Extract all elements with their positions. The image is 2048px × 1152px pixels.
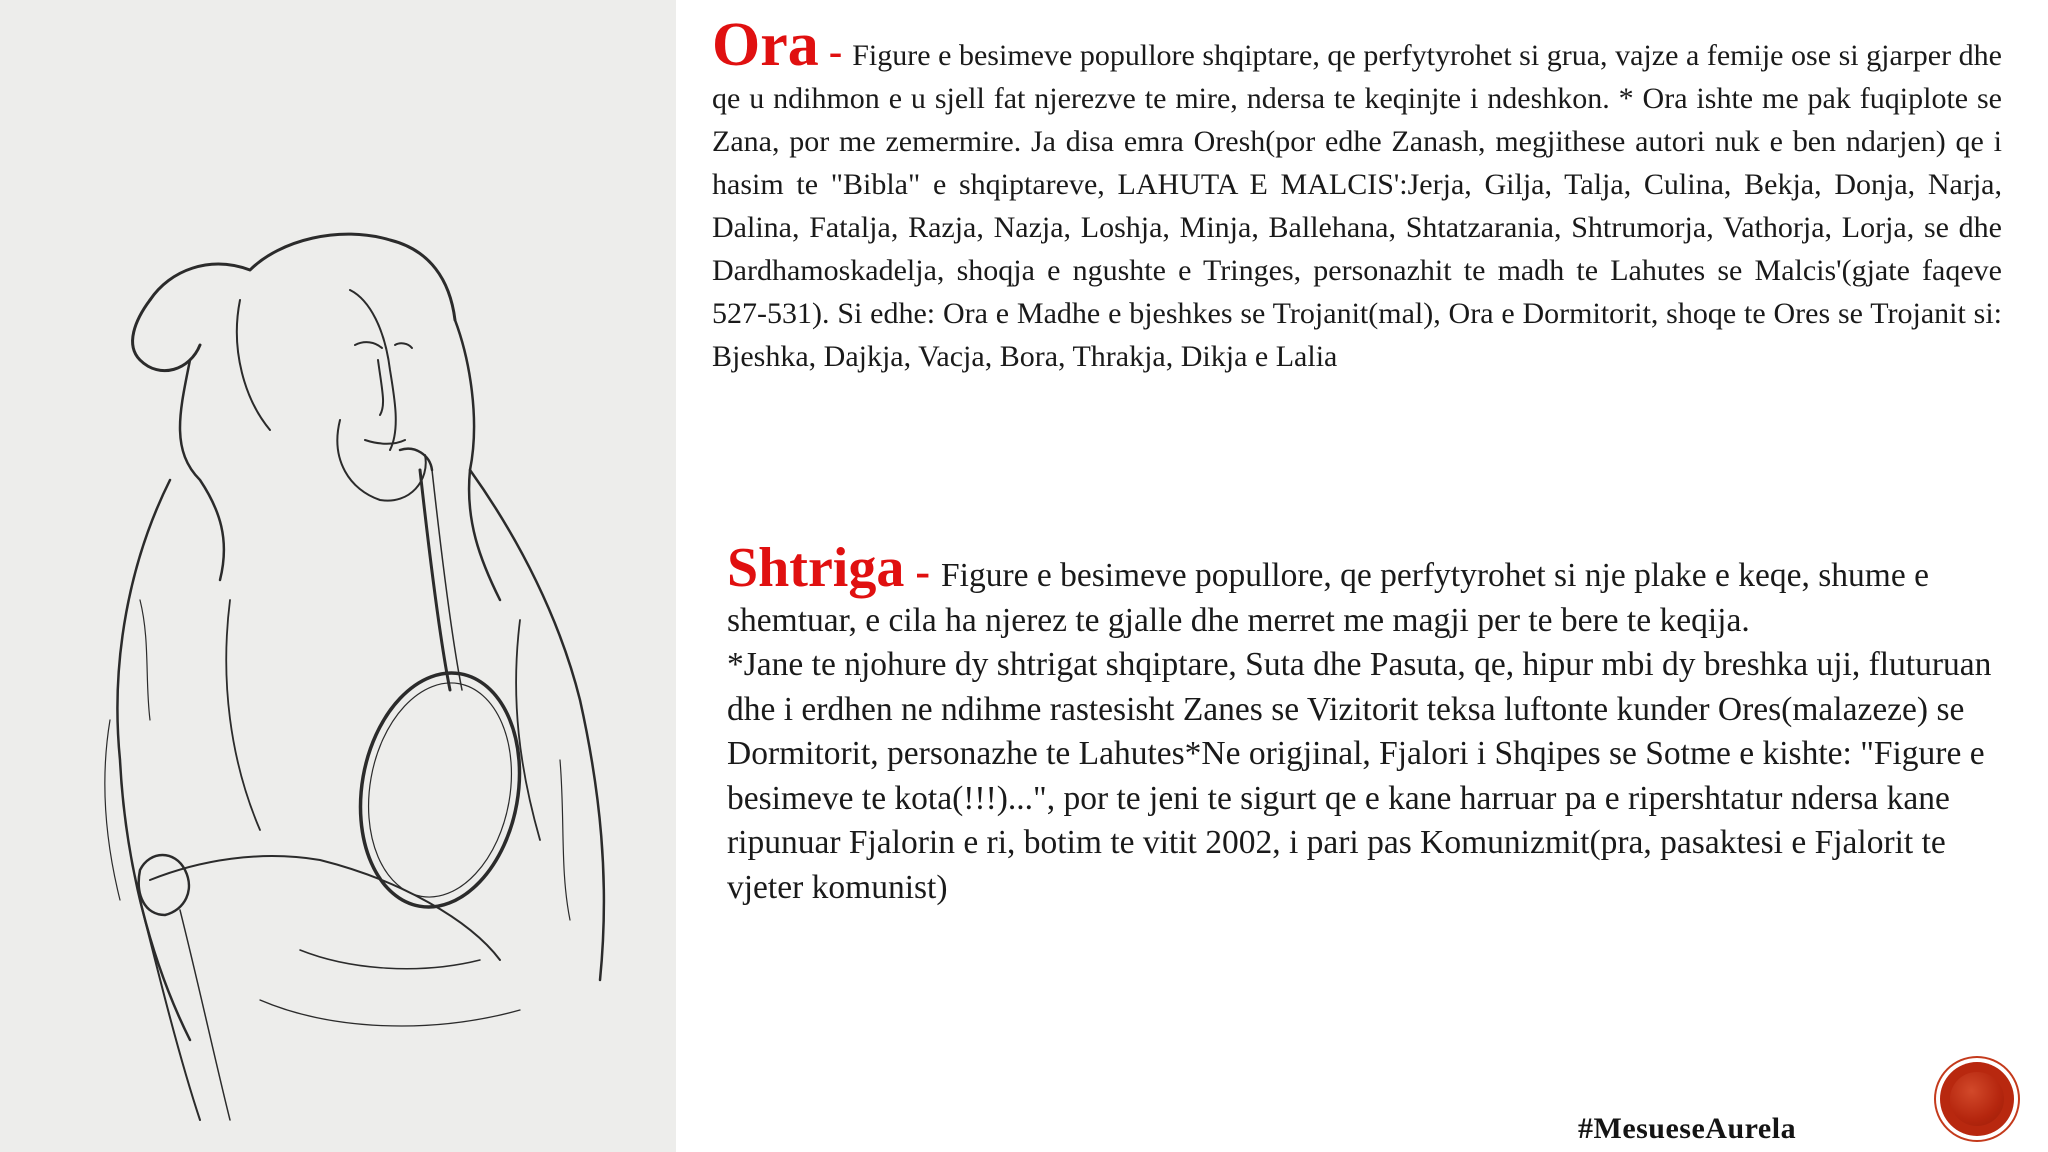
ora-paragraph [712,11,2002,378]
shtriga-note: *Jane te njohure dy shtrigat shqiptare, Suta dhe Pasuta, qe, hipur mbi dy breshka uji, fluturuan dhe i erdhen ne ndihme rastesisht Zanes se Vizitorit teksa luftonte kunder Ores(malazeze) se Dormitorit, personazhe te Lahutes*Ne origjinal, Fjalori i Shqipes se Sotme e kishte: "Figure e besimeve te kota(!!!)...", por te jeni te sigurt qe e kane harruar pa e ripershtatur ndersa kane ripunuar Fjalorin e ri, botim te vitit 2002, i pari pas Komunizmit(pra, pasaktesi e Fjalorit te vjeter komunist) [727,646,1992,906]
shtriga-dash: - [904,547,942,596]
hashtag-label: #MesueseAurela [1578,1112,1797,1145]
sketch-illustration [0,0,676,1152]
shtriga-definition: Figure e besimeve popullore, qe perfytyrohet si nje plake e keqe, shume e shemtuar, e cila ha njerez te gjalle dhe merret me magji per te bere te keqija. [727,557,1929,639]
ora-section [712,11,2002,378]
shtriga-section [727,537,1992,910]
lahuta-player-sketch [0,0,676,1152]
red-circle-badge [1940,1062,2014,1136]
shtriga-paragraph [727,537,1992,643]
ora-definition: Figure e besimeve popullore shqiptare, qe perfytyrohet si grua, vajze a femije ose si gjarper dhe qe u ndihmon e u sjell fat njerezve te mire, ndersa te keqinjte i ndeshkon. * Ora ishte me pak fuqiplote se Zana, por me zemermire. Ja disa emra Oresh(por edhe Zanash, megjithese autori nuk e ben ndarjen) qe i hasim te "Bibla" e shqiptareve, LAHUTA E MALCIS':Jerja, Gilja, Talja, Culina, Bekja, Donja, Narja, Dalina, Fatalja, Razja, Nazja, Loshja, Minja, Ballehana, Shtatzarania, Shtrumorja, Vathorja, Lorja, se dhe Dardhamoskadelja, shoqja e ngushte e Tringes, personazhit te madh te Lahutes se Malcis'(gjate faqeve 527-531). Si edhe: Ora e Madhe e bjeshkes se Trojanit(mal), Ora e Dormitorit, shoqe te Ores se Trojanit si: Bjeshka, Dajkja, Vacja, Bora, Thrakja, Dikja e Lalia [712,39,2002,373]
ora-heading: Ora [712,11,819,79]
ora-dash: - [818,29,853,74]
shtriga-heading: Shtriga [727,537,905,599]
